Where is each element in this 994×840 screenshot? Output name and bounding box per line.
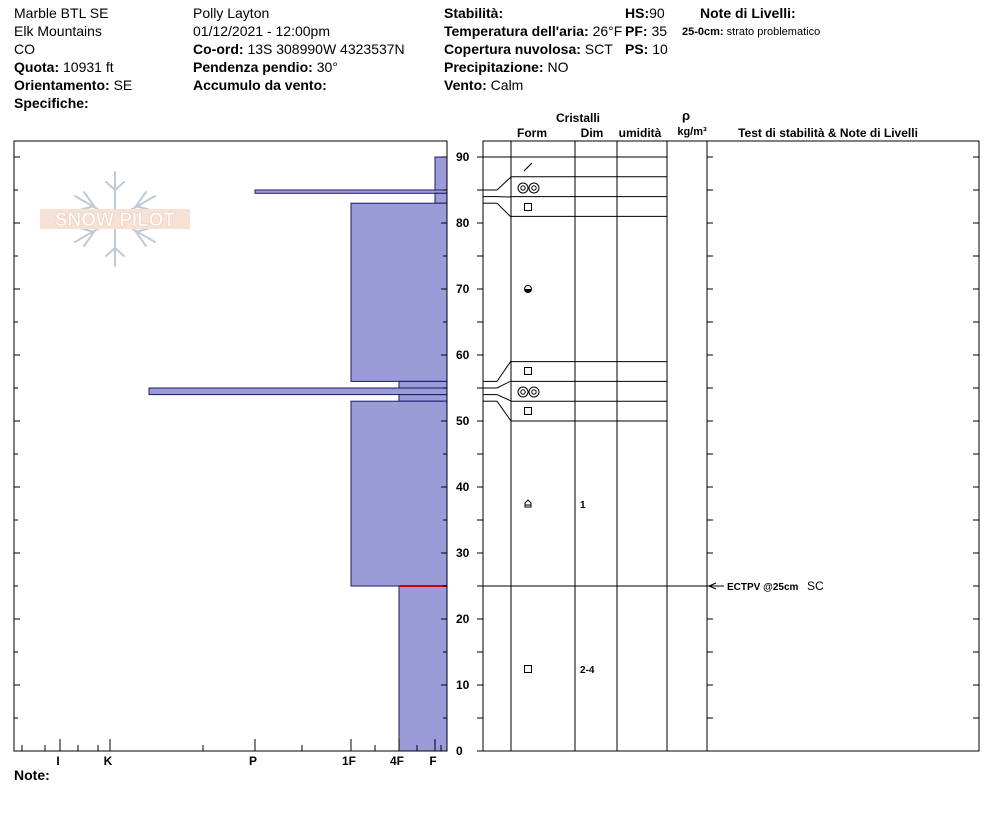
snow-height: HS:90 bbox=[625, 5, 665, 21]
slope-angle: Pendenza pendio: 30° bbox=[193, 59, 338, 75]
mountain-range: Elk Mountains bbox=[14, 23, 102, 39]
test-label: ECTPV @25cm bbox=[727, 582, 799, 593]
elevation: Quota: 10931 ft bbox=[14, 59, 114, 75]
location: Marble BTL SE bbox=[14, 5, 109, 21]
layer-note: 25-0cm: strato problematico bbox=[682, 26, 821, 38]
grain-size-label: 1 bbox=[580, 500, 586, 511]
snowpilot-logo bbox=[40, 172, 190, 266]
square-icon bbox=[525, 368, 532, 375]
hardness-layer bbox=[255, 190, 447, 193]
hardness-tick-label: 4F bbox=[389, 754, 405, 768]
grain-form-icon bbox=[524, 163, 532, 171]
hardness-tick-label: I bbox=[56, 754, 60, 768]
grain-connector bbox=[497, 361, 511, 381]
layer-notes-title: Note di Livelli: bbox=[700, 5, 796, 21]
hardness-layer bbox=[149, 388, 447, 395]
grain-connector bbox=[497, 177, 511, 190]
grain-connector bbox=[497, 395, 511, 401]
density-unit: kg/m³ bbox=[677, 126, 707, 138]
hardness-layer bbox=[351, 203, 447, 381]
hardness-layer bbox=[399, 586, 447, 751]
size-header: Dim bbox=[580, 126, 604, 140]
hardness-layer bbox=[435, 157, 447, 190]
stability: Stabilità: bbox=[444, 5, 504, 21]
depth-tick-label: 40 bbox=[456, 480, 470, 494]
air-temperature: Temperatura dell'aria: 26°F bbox=[444, 23, 623, 39]
grain-form-icon bbox=[525, 286, 532, 293]
grain-form-icon bbox=[518, 183, 539, 193]
circle-icon bbox=[529, 183, 539, 193]
depth-tick-label: 90 bbox=[456, 150, 470, 164]
stability-tests bbox=[483, 579, 824, 593]
depth-hoar-icon bbox=[525, 500, 531, 507]
tests-header: Test di stabilità & Note di Livelli bbox=[738, 126, 918, 140]
hardness-layer bbox=[399, 381, 447, 388]
depth-tick-label: 20 bbox=[456, 612, 470, 626]
density-symbol: ρ bbox=[681, 108, 691, 123]
depth-tick-label: 0 bbox=[456, 744, 463, 758]
specifics: Specifiche: bbox=[14, 95, 89, 111]
inner-circle-icon bbox=[521, 186, 525, 190]
moisture-header: umidità bbox=[618, 126, 662, 140]
grain-table-columns bbox=[511, 141, 707, 751]
hardness-layer bbox=[399, 395, 447, 402]
hardness-layer bbox=[351, 401, 447, 586]
crystals-header: Cristalli bbox=[555, 111, 601, 125]
inner-circle-icon bbox=[532, 390, 536, 394]
depth-tick-label: 30 bbox=[456, 546, 470, 560]
grain-form-icon bbox=[525, 408, 532, 415]
foot-penetration: PF: 35 bbox=[625, 23, 668, 39]
depth-tick-label: 70 bbox=[456, 282, 470, 296]
hardness-layers bbox=[149, 157, 447, 751]
hardness-tick-label: K bbox=[103, 754, 113, 768]
grain-connector bbox=[497, 401, 511, 421]
circle-icon bbox=[518, 183, 528, 193]
datetime: 01/12/2021 - 12:00pm bbox=[193, 23, 330, 39]
cloud-cover: Copertura nuvolosa: SCT bbox=[444, 41, 613, 57]
test-result: SC bbox=[807, 579, 824, 593]
circle-icon bbox=[518, 387, 528, 397]
grain-size-label: 2-4 bbox=[580, 665, 595, 676]
depth-tick-label: 50 bbox=[456, 414, 470, 428]
hardness-layer bbox=[435, 193, 447, 203]
grain-form-icon bbox=[525, 368, 532, 375]
hardness-tick-label: 1F bbox=[341, 754, 357, 768]
hardness-axis bbox=[22, 739, 441, 768]
grain-form-icon bbox=[518, 387, 539, 397]
wind-loading: Accumulo da vento: bbox=[193, 77, 327, 93]
grain-form-icon bbox=[525, 500, 531, 507]
depth-tick-label: 80 bbox=[456, 216, 470, 230]
square-icon bbox=[525, 204, 532, 211]
state: CO bbox=[14, 41, 35, 57]
slash-icon bbox=[524, 163, 532, 171]
hardness-tick-label: P bbox=[248, 754, 258, 768]
depth-tick-label: 10 bbox=[456, 678, 470, 692]
coordinates: Co-ord: 13S 308990W 4323537N bbox=[193, 41, 405, 57]
hardness-tick-label: F bbox=[429, 754, 437, 768]
square-icon bbox=[525, 408, 532, 415]
wind: Vento: Calm bbox=[444, 77, 524, 93]
precipitation: Precipitazione: NO bbox=[444, 59, 569, 75]
ski-penetration: PS: 10 bbox=[625, 41, 668, 57]
aspect: Orientamento: SE bbox=[14, 77, 133, 93]
notes-label: Note: bbox=[14, 767, 50, 783]
square-icon bbox=[525, 666, 532, 673]
grain-table-frame bbox=[483, 141, 979, 751]
inner-circle-icon bbox=[521, 390, 525, 394]
grain-connector bbox=[497, 203, 511, 217]
grain-form-icon bbox=[525, 666, 532, 673]
circle-icon bbox=[529, 387, 539, 397]
grain-form-icon bbox=[525, 204, 532, 211]
inner-circle-icon bbox=[532, 186, 536, 190]
logo-text: SNOW PILOT bbox=[54, 210, 176, 231]
depth-tick-label: 60 bbox=[456, 348, 470, 362]
depth-axis bbox=[14, 150, 979, 758]
observer: Polly Layton bbox=[193, 5, 270, 21]
form-header: Form bbox=[517, 126, 547, 140]
grain-connector bbox=[497, 381, 511, 388]
